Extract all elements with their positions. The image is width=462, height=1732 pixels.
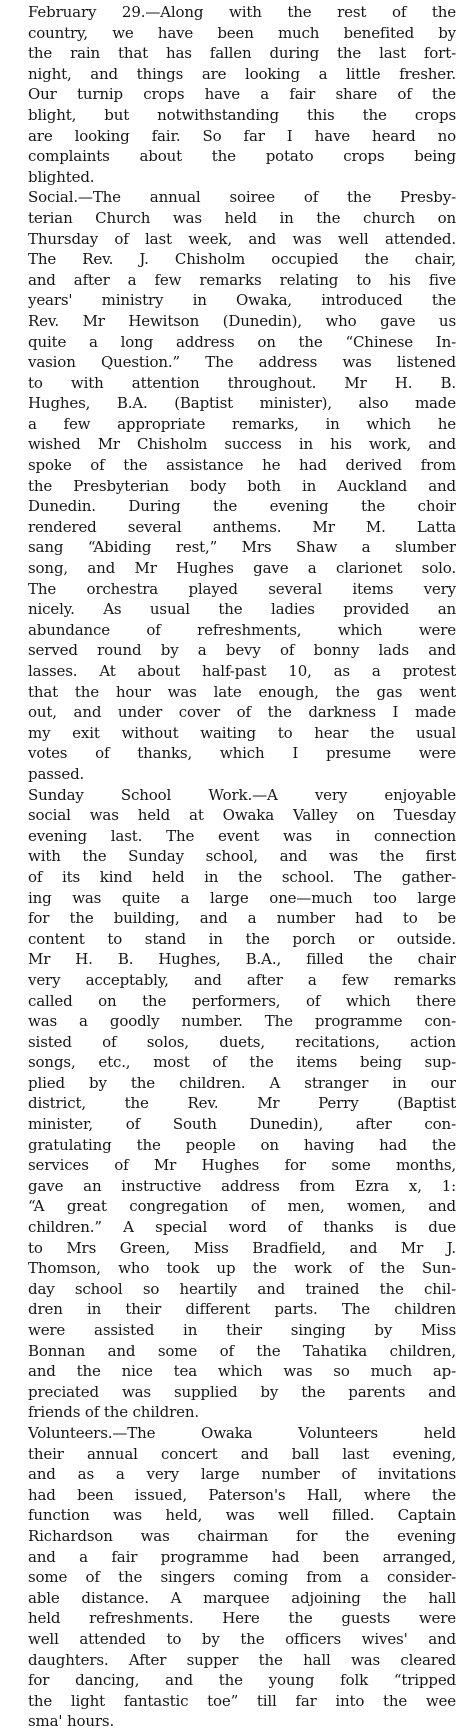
text-line: function was held, was well filled. Captain: [28, 1506, 456, 1525]
text-line: The orchestra played several items very: [28, 579, 456, 598]
text-line: Mr H. B. Hughes, B.A., filled the chair: [28, 950, 456, 969]
newspaper-column: [4, 2, 456, 1732]
text-line: daughters. After supper the hall was cleared: [28, 1650, 456, 1669]
text-line: blight, but notwithstanding this the crops: [28, 105, 456, 124]
text-line: are looking fair. So far I have heard no: [28, 126, 456, 145]
text-line: held refreshments. Here the guests were: [28, 1609, 456, 1628]
text-line: called on the performers, of which there: [28, 991, 456, 1010]
text-line: rendered several anthems. Mr M. Latta: [28, 517, 456, 536]
text-line: day school so heartily and trained the chil-: [28, 1279, 456, 1298]
text-line: services of Mr Hughes for some months,: [28, 1156, 456, 1175]
text-line: and as a very large number of invitations: [28, 1465, 456, 1484]
text-line: song, and Mr Hughes gave a clarionet solo.: [28, 559, 456, 578]
text-line: blighted.: [28, 167, 95, 186]
text-line: some of the singers coming from a consider-: [28, 1568, 456, 1587]
text-line: sang “Abiding rest,” Mrs Shaw a slumber: [28, 538, 456, 557]
text-line: and the nice tea which was so much ap-: [28, 1362, 456, 1381]
text-line: children.” A special word of thanks is due: [28, 1218, 456, 1237]
text-line: were assisted in their singing by Miss: [28, 1321, 456, 1339]
text-line: years' ministry in Owaka, introduced the: [28, 291, 456, 310]
paragraph-february-29: [4, 2, 456, 187]
text-line: the Presbyterian body both in Auckland and: [28, 476, 456, 495]
text-line: lasses. At about half-past 10, as a protest: [28, 662, 456, 680]
text-line: plied by the children. A stranger in our: [28, 1073, 456, 1092]
text-line: was a goodly number. The programme con-: [28, 1012, 456, 1031]
text-line: spoke of the assistance he had derived from: [28, 456, 456, 475]
text-line: for dancing, and the young folk “tripped: [28, 1671, 456, 1690]
text-line: dren in their different parts. The children: [28, 1300, 456, 1319]
paragraph-volunteers: [4, 1423, 456, 1732]
text-line: country, we have been much benefited by: [28, 23, 456, 42]
text-line: sma' hours.: [28, 1712, 115, 1731]
text-line: Volunteers.—The Owaka Volunteers held: [28, 1423, 456, 1442]
text-line: passed.: [28, 764, 85, 783]
text-line: vasion Question.” The address was listened: [28, 353, 456, 372]
text-line: Richardson was chairman for the evening: [28, 1526, 456, 1545]
text-line: out, and under cover of the darkness I made: [28, 703, 456, 722]
text-line: complaints about the potato crops being: [28, 147, 456, 166]
text-line: served round by a bevy of bonny lads and: [28, 641, 456, 660]
text-line: content to stand in the porch or outside.: [28, 929, 456, 948]
text-line: songs, etc., most of the items being sup-: [28, 1053, 456, 1072]
text-line: and a fair programme had been arranged,: [28, 1547, 456, 1566]
text-line: to Mrs Green, Miss Bradfield, and Mr J.: [28, 1238, 456, 1257]
text-line: with the Sunday school, and was the first: [28, 847, 456, 866]
text-line: quite a long address on the “Chinese In-: [28, 332, 456, 351]
text-line: sisted of solos, duets, recitations, action: [28, 1032, 456, 1051]
text-line: Sunday School Work.—A very enjoyable: [28, 785, 456, 804]
text-line: The Rev. J. Chisholm occupied the chair,: [28, 250, 456, 269]
text-line: to with attention throughout. Mr H. B.: [28, 373, 456, 392]
text-line: district, the Rev. Mr Perry (Baptist: [28, 1094, 456, 1113]
text-line: Bonnan and some of the Tahatika children,: [28, 1341, 456, 1360]
text-line: the rain that has fallen during the last fort-: [28, 44, 456, 63]
text-line: Thursday of last week, and was well attended.: [28, 229, 456, 248]
text-line: of its kind held in the school. The gather-: [28, 867, 456, 886]
text-line: minister, of South Dunedin), after con-: [28, 1115, 456, 1134]
text-line: preciated was supplied by the parents and: [28, 1382, 456, 1401]
text-line: had been issued, Paterson's Hall, where the: [28, 1485, 456, 1504]
text-line: my exit without waiting to hear the usual: [28, 723, 456, 742]
text-line: abundance of refreshments, which were: [28, 620, 456, 639]
text-line: friends of the children.: [28, 1403, 199, 1422]
text-line: gratulating the people on having had the: [28, 1135, 456, 1154]
text-line: able distance. A marquee adjoining the hall: [28, 1588, 456, 1607]
text-line: gave an instructive address from Ezra x, 1:: [28, 1176, 456, 1195]
paragraph-social: [4, 187, 456, 784]
text-line: for the building, and a number had to be: [28, 909, 456, 928]
text-line: Hughes, B.A. (Baptist minister), also made: [28, 394, 456, 413]
text-line: ing was quite a large one—much too large: [28, 888, 456, 907]
text-line: very acceptably, and after a few remarks: [28, 970, 456, 989]
text-line: and after a few remarks relating to his five: [28, 270, 456, 289]
text-line: night, and things are looking a little fresher.: [28, 64, 456, 83]
text-line: that the hour was late enough, the gas went: [28, 682, 456, 701]
text-line: evening last. The event was in connection: [28, 826, 456, 845]
text-line: the light fantastic toe” till far into the wee: [28, 1691, 456, 1710]
text-line: “A great congregation of men, women, and: [28, 1197, 456, 1216]
text-line: Dunedin. During the evening the choir: [28, 497, 456, 516]
text-line: terian Church was held in the church on: [28, 208, 456, 227]
paragraph-sunday-school: [4, 785, 456, 1423]
text-line: social was held at Owaka Valley on Tuesday: [28, 806, 456, 825]
text-line: a few appropriate remarks, in which he: [28, 414, 456, 433]
text-line: votes of thanks, which I presume were: [28, 744, 456, 763]
text-line: well attended to by the officers wives' and: [28, 1629, 456, 1648]
text-line: February 29.—Along with the rest of the: [28, 3, 456, 21]
text-line: nicely. As usual the ladies provided an: [28, 600, 456, 619]
text-line: their annual concert and ball last evening,: [28, 1444, 456, 1463]
text-line: Rev. Mr Hewitson (Dunedin), who gave us: [28, 311, 456, 330]
text-line: Social.—The annual soiree of the Presby-: [28, 188, 456, 207]
text-line: Thomson, who took up the work of the Sun-: [28, 1259, 456, 1278]
text-line: wished Mr Chisholm success in his work, and: [28, 435, 456, 454]
text-line: Our turnip crops have a fair share of the: [28, 85, 456, 104]
